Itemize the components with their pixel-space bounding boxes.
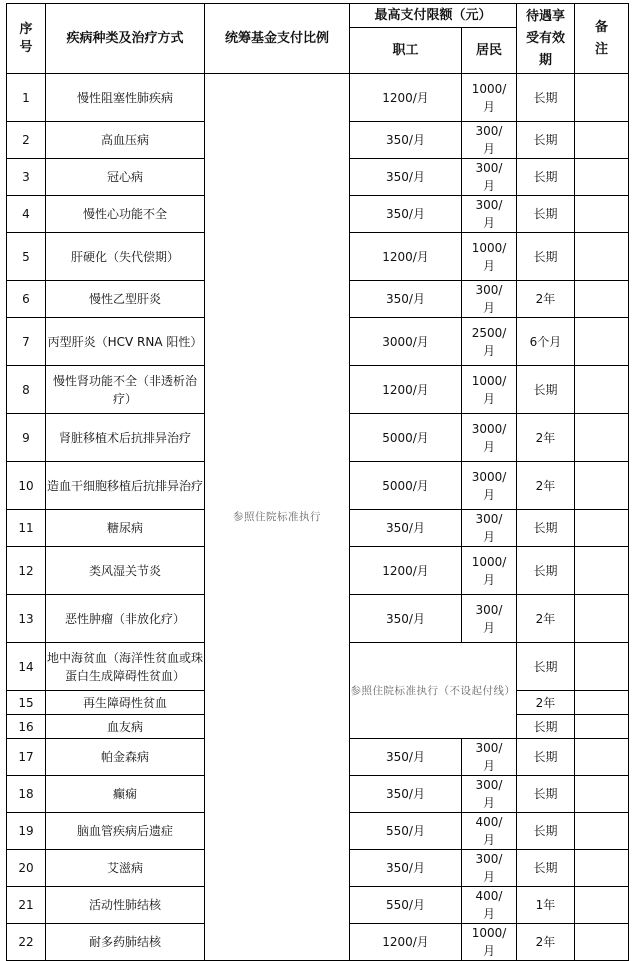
- header-ratio: 统筹基金支付比例: [205, 4, 350, 74]
- resident-limit: 1000/月: [462, 233, 517, 281]
- remark-cell: [575, 595, 629, 643]
- validity-period: 长期: [517, 850, 575, 887]
- row-number: 12: [7, 547, 46, 595]
- employee-limit: 350/月: [350, 159, 462, 196]
- limit-note: 参照住院标准执行（不设起付线）: [350, 643, 517, 739]
- employee-limit: 350/月: [350, 281, 462, 318]
- disease-name: 慢性乙型肝炎: [46, 281, 205, 318]
- header-employee: 职工: [350, 28, 462, 74]
- row-number: 3: [7, 159, 46, 196]
- fund-ratio-note: 参照住院标准执行: [205, 74, 350, 961]
- disease-name: 冠心病: [46, 159, 205, 196]
- resident-limit: 300/月: [462, 739, 517, 776]
- employee-limit: 550/月: [350, 887, 462, 924]
- row-number: 22: [7, 924, 46, 961]
- validity-period: 长期: [517, 813, 575, 850]
- row-number: 6: [7, 281, 46, 318]
- employee-limit: 350/月: [350, 776, 462, 813]
- disease-name: 耐多药肺结核: [46, 924, 205, 961]
- header-resident: 居民: [462, 28, 517, 74]
- validity-period: 6个月: [517, 318, 575, 366]
- remark-cell: [575, 74, 629, 122]
- remark-cell: [575, 318, 629, 366]
- employee-limit: 1200/月: [350, 74, 462, 122]
- row-number: 19: [7, 813, 46, 850]
- remark-cell: [575, 547, 629, 595]
- disease-name: 再生障碍性贫血: [46, 691, 205, 715]
- employee-limit: 5000/月: [350, 462, 462, 510]
- employee-limit: 350/月: [350, 739, 462, 776]
- remark-cell: [575, 887, 629, 924]
- disease-name: 地中海贫血（海洋性贫血或珠蛋白生成障碍性贫血）: [46, 643, 205, 691]
- remark-cell: [575, 691, 629, 715]
- resident-limit: 1000/月: [462, 547, 517, 595]
- disease-name: 活动性肺结核: [46, 887, 205, 924]
- validity-period: 长期: [517, 547, 575, 595]
- employee-limit: 350/月: [350, 510, 462, 547]
- employee-limit: 1200/月: [350, 924, 462, 961]
- validity-period: 2年: [517, 462, 575, 510]
- resident-limit: 300/月: [462, 595, 517, 643]
- remark-cell: [575, 196, 629, 233]
- resident-limit: 300/月: [462, 196, 517, 233]
- disease-name: 慢性心功能不全: [46, 196, 205, 233]
- disease-name: 帕金森病: [46, 739, 205, 776]
- validity-period: 长期: [517, 643, 575, 691]
- row-number: 15: [7, 691, 46, 715]
- remark-cell: [575, 366, 629, 414]
- validity-period: 长期: [517, 122, 575, 159]
- disease-name: 艾滋病: [46, 850, 205, 887]
- validity-period: 2年: [517, 281, 575, 318]
- disease-name: 恶性肿瘤（非放化疗）: [46, 595, 205, 643]
- remark-cell: [575, 462, 629, 510]
- disease-name: 类风湿关节炎: [46, 547, 205, 595]
- remark-cell: [575, 715, 629, 739]
- remark-cell: [575, 776, 629, 813]
- resident-limit: 400/月: [462, 887, 517, 924]
- validity-period: 长期: [517, 715, 575, 739]
- resident-limit: 300/月: [462, 281, 517, 318]
- validity-period: 长期: [517, 366, 575, 414]
- row-number: 13: [7, 595, 46, 643]
- row-number: 2: [7, 122, 46, 159]
- disease-name: 慢性阻塞性肺疾病: [46, 74, 205, 122]
- employee-limit: 350/月: [350, 850, 462, 887]
- employee-limit: 1200/月: [350, 366, 462, 414]
- row-number: 16: [7, 715, 46, 739]
- validity-period: 2年: [517, 691, 575, 715]
- remark-cell: [575, 281, 629, 318]
- row-number: 1: [7, 74, 46, 122]
- row-number: 5: [7, 233, 46, 281]
- disease-coverage-table: [6, 3, 629, 961]
- header-period: 待遇享受有效期: [517, 4, 575, 74]
- row-number: 11: [7, 510, 46, 547]
- disease-name: 高血压病: [46, 122, 205, 159]
- resident-limit: 3000/月: [462, 462, 517, 510]
- validity-period: 1年: [517, 887, 575, 924]
- remark-cell: [575, 739, 629, 776]
- row-number: 14: [7, 643, 46, 691]
- remark-cell: [575, 924, 629, 961]
- employee-limit: 350/月: [350, 196, 462, 233]
- resident-limit: 300/月: [462, 122, 517, 159]
- resident-limit: 1000/月: [462, 74, 517, 122]
- remark-cell: [575, 510, 629, 547]
- validity-period: 长期: [517, 510, 575, 547]
- header-seq: 序号: [7, 4, 46, 74]
- remark-cell: [575, 643, 629, 691]
- row-number: 4: [7, 196, 46, 233]
- disease-name: 肾脏移植术后抗排异治疗: [46, 414, 205, 462]
- resident-limit: 300/月: [462, 776, 517, 813]
- disease-name: 脑血管疾病后遗症: [46, 813, 205, 850]
- validity-period: 长期: [517, 196, 575, 233]
- remark-cell: [575, 813, 629, 850]
- disease-name: 血友病: [46, 715, 205, 739]
- disease-name: 肝硬化（失代偿期）: [46, 233, 205, 281]
- resident-limit: 300/月: [462, 510, 517, 547]
- row-number: 10: [7, 462, 46, 510]
- header-disease: 疾病种类及治疗方式: [46, 4, 205, 74]
- resident-limit: 300/月: [462, 850, 517, 887]
- resident-limit: 3000/月: [462, 414, 517, 462]
- resident-limit: 2500/月: [462, 318, 517, 366]
- validity-period: 长期: [517, 74, 575, 122]
- row-number: 8: [7, 366, 46, 414]
- validity-period: 2年: [517, 595, 575, 643]
- resident-limit: 400/月: [462, 813, 517, 850]
- resident-limit: 300/月: [462, 159, 517, 196]
- remark-cell: [575, 414, 629, 462]
- disease-name: 造血干细胞移植后抗排异治疗: [46, 462, 205, 510]
- row-number: 20: [7, 850, 46, 887]
- employee-limit: 350/月: [350, 122, 462, 159]
- disease-name: 糖尿病: [46, 510, 205, 547]
- disease-name: 丙型肝炎（HCV RNA 阳性）: [46, 318, 205, 366]
- employee-limit: 3000/月: [350, 318, 462, 366]
- remark-cell: [575, 233, 629, 281]
- resident-limit: 1000/月: [462, 366, 517, 414]
- disease-name: 慢性肾功能不全（非透析治疗）: [46, 366, 205, 414]
- row-number: 21: [7, 887, 46, 924]
- disease-name: 癫痫: [46, 776, 205, 813]
- header-remark: 备注: [575, 4, 629, 74]
- remark-cell: [575, 850, 629, 887]
- employee-limit: 5000/月: [350, 414, 462, 462]
- validity-period: 2年: [517, 924, 575, 961]
- row-number: 9: [7, 414, 46, 462]
- validity-period: 长期: [517, 776, 575, 813]
- remark-cell: [575, 122, 629, 159]
- validity-period: 长期: [517, 739, 575, 776]
- resident-limit: 1000/月: [462, 924, 517, 961]
- validity-period: 长期: [517, 233, 575, 281]
- validity-period: 2年: [517, 414, 575, 462]
- remark-cell: [575, 159, 629, 196]
- row-number: 17: [7, 739, 46, 776]
- header-limit: 最高支付限额（元）: [350, 4, 517, 28]
- table-row: [7, 74, 629, 122]
- validity-period: 长期: [517, 159, 575, 196]
- employee-limit: 350/月: [350, 595, 462, 643]
- employee-limit: 1200/月: [350, 547, 462, 595]
- row-number: 18: [7, 776, 46, 813]
- employee-limit: 1200/月: [350, 233, 462, 281]
- employee-limit: 550/月: [350, 813, 462, 850]
- row-number: 7: [7, 318, 46, 366]
